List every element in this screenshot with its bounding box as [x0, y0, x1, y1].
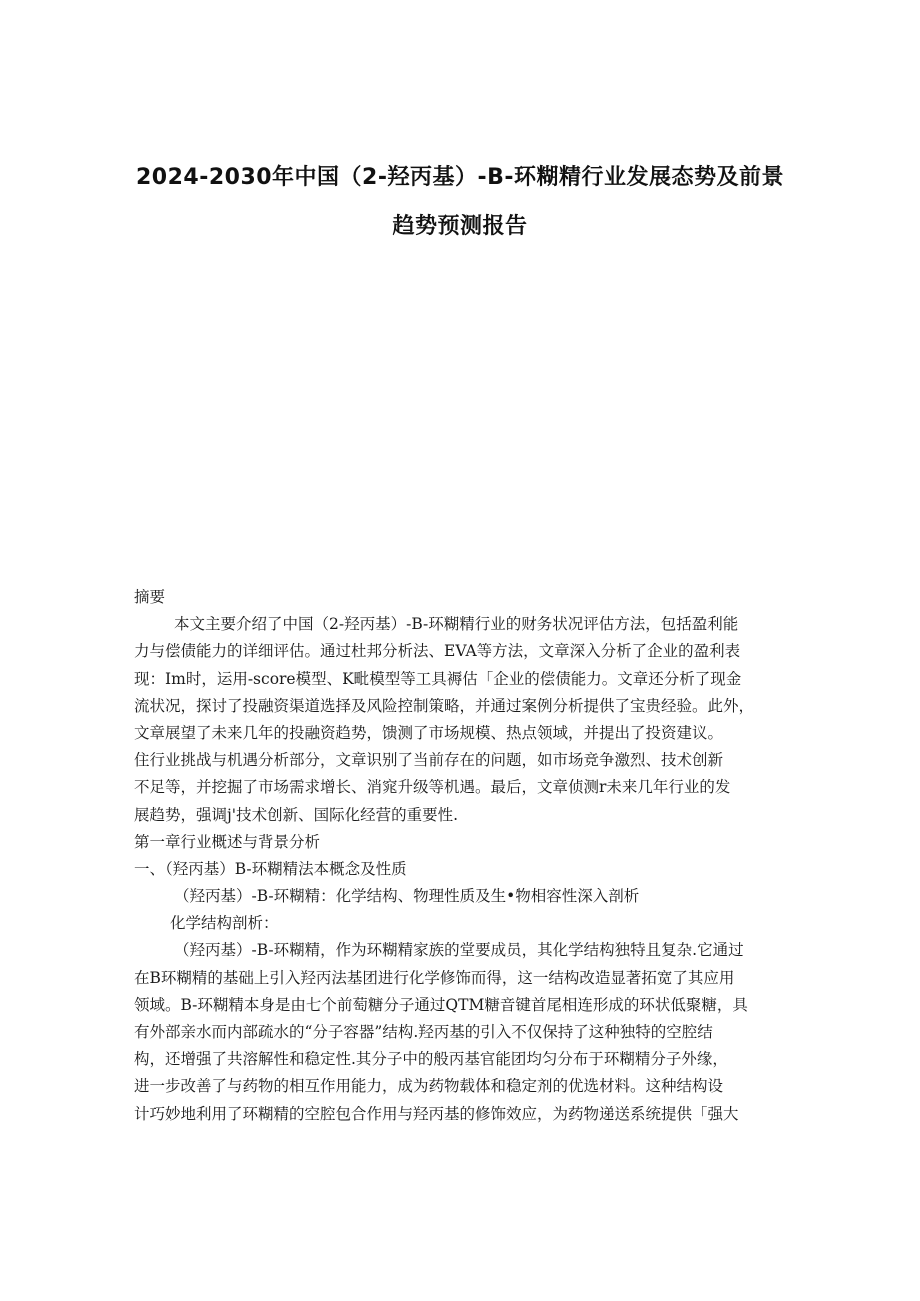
paragraph-line: 在B环糊精的基础上引入羟丙法基团进行化学修饰而得，这一结构改造显著拓宽了其应用 — [134, 968, 735, 987]
paragraph-line: （羟丙基）-B-环糊精，作为环糊精家族的堂要成员，其化学结构独特且复杂.它通过 — [174, 941, 744, 960]
paragraph-line: 计巧妙地利用了环糊精的空腔包合作用与羟丙基的修饰效应，为药物递送系统提供「强大 — [134, 1104, 739, 1123]
subsection-heading: 化学结构剖析： — [170, 914, 279, 933]
subsection-heading: （羟丙基）-B-环糊精：化学结构、物理性质及生•物相容性深入剖析 — [174, 887, 640, 906]
paragraph-line: 流状况，探讨了投融资渠道选择及风险控制策略，并通过案例分析提供了宝贵经验。此外， — [134, 696, 755, 715]
report-title-line-2: 趋势预测报告 — [392, 214, 528, 239]
paragraph-line: 文章展望了未来几年的投融资趋势，馈测了市场规模、热点领域，并提出了投资建议。 — [134, 723, 724, 742]
paragraph-line: 构，还增强了共溶解性和稳定性.其分子中的般丙基官能团均匀分布于环糊精分子外缘， — [134, 1050, 728, 1069]
report-title-line-1: 2024-2030年中国（2-羟丙基）-B-环糊精行业发展态势及前景 — [135, 165, 785, 190]
paragraph-line: 有外部亲水而内部疏水的“分子容器”结构.羟丙基的引入不仅保持了这种独特的空腔结 — [134, 1023, 713, 1041]
paragraph-line: 不足等，并挖掘了市场需求增长、消窕升级等机遇。最后，文章侦测r未来几年行业的发 — [134, 778, 731, 797]
paragraph-line: 领域。B-环糊精本身是由七个前萄糖分子通过QTM糖音键首尾相连形成的环状低聚糖，具 — [134, 995, 748, 1014]
paragraph-line: 现：Im时，运用-score模型、K毗模型等工具褥估「企业的偿债能力。文章还分析了现金 — [134, 669, 742, 688]
paragraph-line: 进一步改善了与药物的相互作用能力，成为药物载体和稳定剂的优选材料。这种结构设 — [134, 1077, 724, 1096]
section-heading: 一、（羟丙基）B-环糊精法本概念及性质 — [134, 859, 407, 878]
document-body — [134, 584, 794, 1128]
paragraph-line: 本文主要介绍了中国（2-羟丙基）-B-环糊精行业的财务状况评估方法，包括盈利能 — [174, 615, 739, 634]
paragraph-line: 力与偿债能力的详细评估。通过杜邦分析法、EVA等方法，文章深入分析了企业的盈利表 — [134, 642, 741, 661]
paragraph-line: 展趋势，强调j'技术创新、国际化经营的重要性. — [134, 805, 458, 824]
paragraph-line: 住行业挑战与机遇分析部分，文章识别了当前存在的问题，如市场竞争激烈、技术创新 — [134, 751, 724, 770]
abstract-heading: 摘要 — [134, 588, 166, 606]
chapter-heading: 第一章行业概述与背景分析 — [134, 832, 321, 851]
